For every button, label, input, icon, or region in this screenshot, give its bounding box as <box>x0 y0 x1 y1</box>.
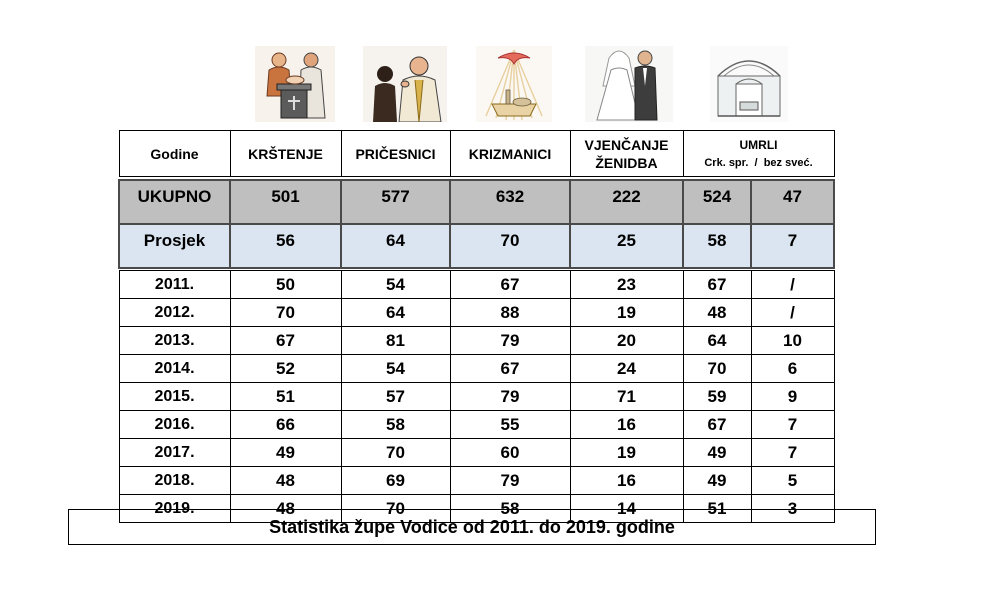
cell-krstenje: 51 <box>230 383 341 411</box>
table-row <box>119 383 834 411</box>
cell-krizmanici: 79 <box>450 383 570 411</box>
cell-umrli-bez: 7 <box>751 411 834 439</box>
header-vjencanje-line2: ŽENIDBA <box>595 154 658 171</box>
cell-umrli-crk: 49 <box>683 439 751 467</box>
cell-pricesnici: 64 <box>341 299 450 327</box>
table-row <box>119 467 834 495</box>
table-row <box>119 411 834 439</box>
table-row <box>119 439 834 467</box>
cell-krstenje: 49 <box>230 439 341 467</box>
header-vjencanje <box>570 131 683 177</box>
cell-krstenje: 66 <box>230 411 341 439</box>
cell-umrli-crk: 49 <box>683 467 751 495</box>
cell-pricesnici: 577 <box>341 180 450 224</box>
summary-row-ukupno <box>119 180 834 224</box>
cell-krizmanici: 79 <box>450 467 570 495</box>
cell-krizmanici: 60 <box>450 439 570 467</box>
header-umrli-bez: bez sveć. <box>763 156 813 169</box>
header-umrli-subtitle <box>684 154 834 172</box>
cell-year: 2018. <box>119 467 230 495</box>
cell-vjencanje: 16 <box>570 467 683 495</box>
cell-krizmanici: 632 <box>450 180 570 224</box>
table-row <box>119 327 834 355</box>
table-caption: Statistika župe Vodice od 2011. do 2019. godine <box>68 509 876 545</box>
header-vjencanje-line1: VJENČANJE <box>584 136 669 153</box>
cell-umrli-bez: 10 <box>751 327 834 355</box>
cell-pricesnici: 54 <box>341 355 450 383</box>
baptism-icon <box>255 46 335 122</box>
cell-umrli-bez: 5 <box>751 467 834 495</box>
header-umrli-title: UMRLI <box>739 137 778 152</box>
cell-pricesnici: 58 <box>341 411 450 439</box>
cell-umrli-crk: 67 <box>683 271 751 299</box>
cell-krstenje: 48 <box>230 467 341 495</box>
summary-label: UKUPNO <box>119 180 230 224</box>
cell-vjencanje: 19 <box>570 439 683 467</box>
cell-umrli-crk: 524 <box>683 180 751 224</box>
summary-label: Prosjek <box>119 224 230 268</box>
table-header-row <box>119 131 834 177</box>
cell-krstenje: 56 <box>230 224 341 268</box>
cell-vjencanje: 16 <box>570 411 683 439</box>
cell-umrli-bez: 9 <box>751 383 834 411</box>
cell-year: 2015. <box>119 383 230 411</box>
cell-umrli-bez: 7 <box>751 224 834 268</box>
table-row <box>119 355 834 383</box>
cell-krstenje: 50 <box>230 271 341 299</box>
cell-pricesnici: 57 <box>341 383 450 411</box>
cell-umrli-crk: 59 <box>683 383 751 411</box>
cell-umrli-crk: 58 <box>683 224 751 268</box>
cell-umrli-crk: 48 <box>683 299 751 327</box>
cell-vjencanje: 24 <box>570 355 683 383</box>
funeral-chapel-icon <box>710 46 788 122</box>
cell-krizmanici: 58 <box>450 495 570 523</box>
cell-vjencanje: 19 <box>570 299 683 327</box>
cell-krstenje: 501 <box>230 180 341 224</box>
header-umrli-separator: / <box>754 156 758 169</box>
header-krizmanici: KRIZMANICI <box>450 131 570 177</box>
communion-icon <box>363 46 447 122</box>
cell-krizmanici: 88 <box>450 299 570 327</box>
cell-year: 2012. <box>119 299 230 327</box>
cell-umrli-crk: 51 <box>683 495 751 523</box>
confirmation-dove-icon <box>476 46 552 122</box>
cell-year: 2011. <box>119 271 230 299</box>
cell-krizmanici: 67 <box>450 271 570 299</box>
cell-year: 2017. <box>119 439 230 467</box>
header-umrli-crk: Crk. spr. <box>704 156 749 169</box>
cell-pricesnici: 81 <box>341 327 450 355</box>
cell-vjencanje: 14 <box>570 495 683 523</box>
cell-umrli-bez: / <box>751 271 834 299</box>
cell-pricesnici: 69 <box>341 467 450 495</box>
statistics-table <box>118 130 835 523</box>
cell-vjencanje: 222 <box>570 180 683 224</box>
cell-umrli-bez: 3 <box>751 495 834 523</box>
header-umrli <box>683 131 834 177</box>
cell-umrli-crk: 64 <box>683 327 751 355</box>
cell-umrli-bez: 47 <box>751 180 834 224</box>
cell-umrli-crk: 67 <box>683 411 751 439</box>
table-row <box>119 271 834 299</box>
cell-vjencanje: 71 <box>570 383 683 411</box>
cell-year: 2019. <box>119 495 230 523</box>
cell-vjencanje: 23 <box>570 271 683 299</box>
wedding-couple-icon <box>585 46 673 122</box>
cell-pricesnici: 70 <box>341 495 450 523</box>
table-row <box>119 299 834 327</box>
cell-pricesnici: 70 <box>341 439 450 467</box>
header-pricesnici: PRIČESNICI <box>341 131 450 177</box>
header-krstenje: KRŠTENJE <box>230 131 341 177</box>
cell-umrli-bez: 6 <box>751 355 834 383</box>
cell-umrli-crk: 70 <box>683 355 751 383</box>
cell-krstenje: 48 <box>230 495 341 523</box>
cell-vjencanje: 20 <box>570 327 683 355</box>
cell-year: 2014. <box>119 355 230 383</box>
cell-krizmanici: 67 <box>450 355 570 383</box>
cell-krizmanici: 70 <box>450 224 570 268</box>
summary-row-prosjek <box>119 224 834 268</box>
cell-umrli-bez: / <box>751 299 834 327</box>
cell-pricesnici: 64 <box>341 224 450 268</box>
header-godine: Godine <box>119 131 230 177</box>
cell-krstenje: 67 <box>230 327 341 355</box>
cell-vjencanje: 25 <box>570 224 683 268</box>
cell-pricesnici: 54 <box>341 271 450 299</box>
cell-year: 2016. <box>119 411 230 439</box>
cell-krstenje: 52 <box>230 355 341 383</box>
cell-krstenje: 70 <box>230 299 341 327</box>
cell-year: 2013. <box>119 327 230 355</box>
cell-krizmanici: 55 <box>450 411 570 439</box>
cell-umrli-bez: 7 <box>751 439 834 467</box>
cell-krizmanici: 79 <box>450 327 570 355</box>
